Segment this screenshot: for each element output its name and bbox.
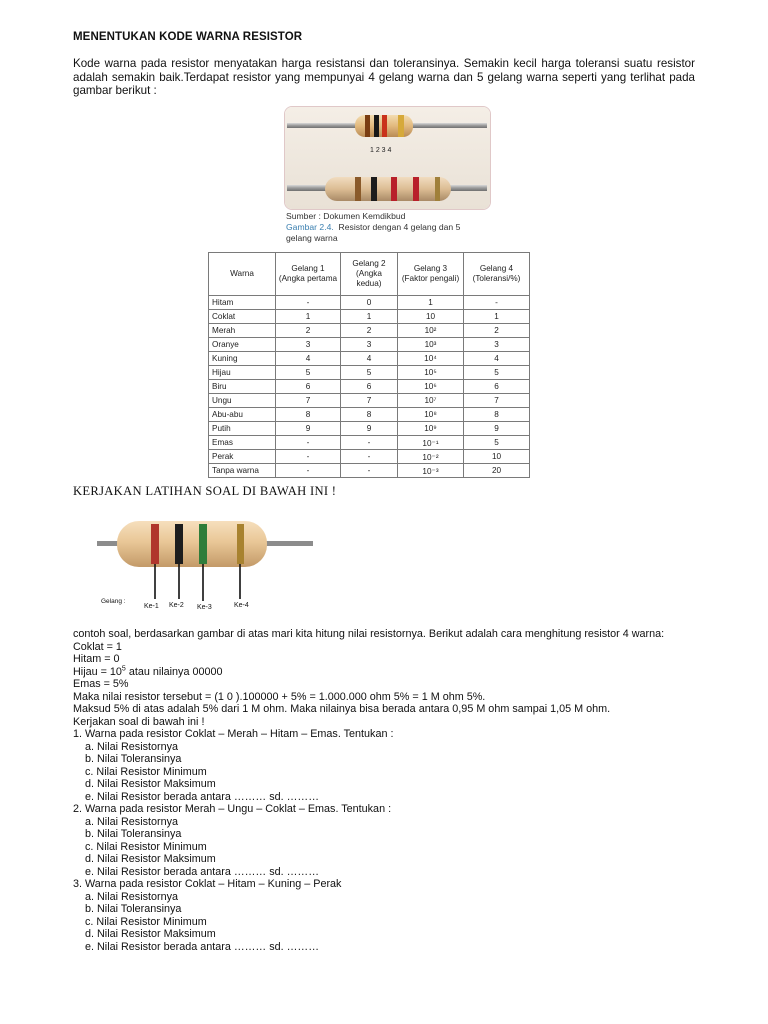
table-row bbox=[209, 380, 530, 394]
table-cell: - bbox=[276, 464, 341, 478]
question-subitem: e. Nilai Resistor berada antara ……… sd. ……… bbox=[85, 790, 320, 803]
color-name-cell: Putih bbox=[209, 422, 276, 436]
header-gelang-1: Gelang 1 (Angka pertama bbox=[276, 253, 341, 296]
example-line: Maksud 5% di atas adalah 5% dari 1 M ohm. Maka nilainya bisa berada antara 0,95 M ohm sampai 1,05 M ohm. bbox=[73, 703, 611, 715]
table-cell: 4 bbox=[341, 352, 398, 366]
header-gelang-4: Gelang 4 (Toleransi/%) bbox=[464, 253, 530, 296]
table-cell: 10⁸ bbox=[398, 408, 464, 422]
table-row bbox=[209, 310, 530, 324]
table-cell: 6 bbox=[464, 380, 530, 394]
table-cell: 5 bbox=[276, 366, 341, 380]
figure-source: Sumber : Dokumen Kemdikbud bbox=[286, 211, 406, 221]
table-cell: - bbox=[341, 436, 398, 450]
table-cell: 10 bbox=[398, 310, 464, 324]
question-subitem: d. Nilai Resistor Maksimum bbox=[85, 853, 216, 865]
question-subitem: b. Nilai Toleransinya bbox=[85, 903, 182, 915]
table-cell: 7 bbox=[464, 394, 530, 408]
table-cell: 3 bbox=[276, 338, 341, 352]
question-subitem: c. Nilai Resistor Minimum bbox=[85, 765, 207, 778]
table-cell: - bbox=[276, 436, 341, 450]
exponent: 5 bbox=[121, 664, 126, 672]
table-cell: 3 bbox=[464, 338, 530, 352]
table-cell: 2 bbox=[341, 324, 398, 338]
table-cell: - bbox=[276, 296, 341, 310]
table-cell: - bbox=[341, 464, 398, 478]
table-cell: 10⁶ bbox=[398, 380, 464, 394]
question-subitem: b. Nilai Toleransinya bbox=[85, 828, 182, 840]
header-warna: Warna bbox=[209, 253, 276, 296]
band-label-3: Ke-3 bbox=[197, 604, 212, 611]
table-cell: 10⁷ bbox=[398, 394, 464, 408]
color-name-cell: Kuning bbox=[209, 352, 276, 366]
table-cell: - bbox=[341, 450, 398, 464]
table-cell: 8 bbox=[341, 408, 398, 422]
table-row bbox=[209, 422, 530, 436]
table-cell: 6 bbox=[341, 380, 398, 394]
band-numbers: 1 2 3 4 bbox=[370, 147, 392, 154]
gelang-label: Gelang : bbox=[101, 598, 126, 605]
table-row bbox=[209, 436, 530, 450]
table-cell: 1 bbox=[464, 310, 530, 324]
question-subitem: a. Nilai Resistornya bbox=[85, 890, 179, 903]
table-cell: 1 bbox=[276, 310, 341, 324]
question-text: 3. Warna pada resistor Coklat – Hitam – Kuning – Perak bbox=[73, 878, 342, 890]
example-line bbox=[73, 666, 733, 679]
example-line: Emas = 5% bbox=[73, 678, 129, 690]
example-line-part: atau nilainya 00000 bbox=[125, 665, 223, 678]
band-label-2: Ke-2 bbox=[169, 602, 184, 609]
table-row bbox=[209, 324, 530, 338]
color-name-cell: Tanpa warna bbox=[209, 464, 276, 478]
table-cell: 9 bbox=[341, 422, 398, 436]
color-name-cell: Abu-abu bbox=[209, 408, 276, 422]
figure-caption bbox=[286, 211, 460, 243]
page-title: MENENTUKAN KODE WARNA RESISTOR bbox=[73, 31, 303, 43]
color-name-cell: Ungu bbox=[209, 394, 276, 408]
table-row bbox=[209, 296, 530, 310]
table-cell: 10³ bbox=[398, 338, 464, 352]
question-subitem: d. Nilai Resistor Maksimum bbox=[85, 778, 216, 790]
example-intro: contoh soal, berdasarkan gambar di atas mari kita hitung nilai resistornya. Berikut adalah cara menghitung resistor 4 warna: bbox=[73, 628, 665, 640]
table-cell: 10⁴ bbox=[398, 352, 464, 366]
table-row bbox=[209, 408, 530, 422]
table-cell: 3 bbox=[341, 338, 398, 352]
table-cell: 10² bbox=[398, 324, 464, 338]
table-cell: 10⁻¹ bbox=[398, 436, 464, 450]
color-name-cell: Biru bbox=[209, 380, 276, 394]
table-cell: 9 bbox=[276, 422, 341, 436]
resistor-band-diagram bbox=[95, 515, 315, 613]
question-subitem: c. Nilai Resistor Minimum bbox=[85, 915, 207, 928]
table-cell: 2 bbox=[276, 324, 341, 338]
table-cell: 1 bbox=[341, 310, 398, 324]
table-cell: 7 bbox=[341, 394, 398, 408]
table-cell: 8 bbox=[276, 408, 341, 422]
table-cell: 10⁹ bbox=[398, 422, 464, 436]
table-cell: 0 bbox=[341, 296, 398, 310]
header-gelang-3: Gelang 3 (Faktor pengali) bbox=[398, 253, 464, 296]
question-subitem: a. Nilai Resistornya bbox=[85, 740, 179, 753]
example-line-part: Hijau = 10 bbox=[73, 665, 122, 678]
table-cell: 20 bbox=[464, 464, 530, 478]
table-cell: 9 bbox=[464, 422, 530, 436]
question-text: 1. Warna pada resistor Coklat – Merah – Hitam – Emas. Tentukan : bbox=[73, 728, 394, 740]
table-cell: 10⁻³ bbox=[398, 464, 464, 478]
table-cell: 4 bbox=[276, 352, 341, 366]
example-and-questions bbox=[73, 628, 733, 953]
color-name-cell: Merah bbox=[209, 324, 276, 338]
question-subitem: e. Nilai Resistor berada antara ……… sd. ……… bbox=[85, 865, 320, 878]
table-cell: 4 bbox=[464, 352, 530, 366]
figure-caption-text: Resistor dengan 4 gelang dan 5 bbox=[338, 221, 461, 232]
color-name-cell: Emas bbox=[209, 436, 276, 450]
table-row bbox=[209, 366, 530, 380]
band-label-4: Ke-4 bbox=[234, 602, 249, 609]
question-text: 2. Warna pada resistor Merah – Ungu – Coklat – Emas. Tentukan : bbox=[73, 803, 392, 815]
figure-label: Gambar 2.4. bbox=[286, 221, 334, 232]
table-cell: 1 bbox=[398, 296, 464, 310]
table-row bbox=[209, 464, 530, 478]
table-row bbox=[209, 450, 530, 464]
table-row bbox=[209, 352, 530, 366]
table-cell: 2 bbox=[464, 324, 530, 338]
band-label-1: Ke-1 bbox=[144, 603, 159, 610]
table-cell: - bbox=[276, 450, 341, 464]
figure-caption-text-2: gelang warna bbox=[286, 232, 338, 243]
example-line: Coklat = 1 bbox=[73, 640, 122, 653]
table-cell: 6 bbox=[276, 380, 341, 394]
question-subitem: d. Nilai Resistor Maksimum bbox=[85, 928, 216, 940]
table-row bbox=[209, 394, 530, 408]
table-cell: 5 bbox=[464, 436, 530, 450]
header-gelang-2: Gelang 2 (Angka kedua) bbox=[341, 253, 398, 296]
exercise-heading: KERJAKAN LATIHAN SOAL DI BAWAH INI ! bbox=[73, 484, 337, 498]
table-row bbox=[209, 338, 530, 352]
table-cell: 10⁵ bbox=[398, 366, 464, 380]
example-line: Hitam = 0 bbox=[73, 653, 120, 665]
color-code-table bbox=[208, 252, 530, 478]
color-name-cell: Coklat bbox=[209, 310, 276, 324]
question-subitem: c. Nilai Resistor Minimum bbox=[85, 840, 207, 853]
example-line: Maka nilai resistor tersebut = (1 0 ).100000 + 5% = 1.000.000 ohm 5% = 1 M ohm 5%. bbox=[73, 690, 486, 703]
example-line: Kerjakan soal di bawah ini ! bbox=[73, 715, 205, 728]
color-name-cell: Hijau bbox=[209, 366, 276, 380]
question-subitem: b. Nilai Toleransinya bbox=[85, 753, 182, 765]
color-name-cell: Oranye bbox=[209, 338, 276, 352]
table-cell: 10 bbox=[464, 450, 530, 464]
question-subitem: a. Nilai Resistornya bbox=[85, 815, 179, 828]
table-cell: 8 bbox=[464, 408, 530, 422]
table-cell: 10⁻² bbox=[398, 450, 464, 464]
table-cell: 7 bbox=[276, 394, 341, 408]
table-cell: 5 bbox=[464, 366, 530, 380]
question-subitem: e. Nilai Resistor berada antara ……… sd. ……… bbox=[85, 940, 320, 953]
color-name-cell: Hitam bbox=[209, 296, 276, 310]
table-cell: - bbox=[464, 296, 530, 310]
table-cell: 5 bbox=[341, 366, 398, 380]
question-list bbox=[73, 728, 733, 953]
color-name-cell: Perak bbox=[209, 450, 276, 464]
intro-paragraph: Kode warna pada resistor menyatakan harga resistansi dan toleransinya. Semakin kecil harga toleransi suatu resistor adalah semakin baik.Terdapat resistor yang mempunyai 4 gelang warna dan 5 gelang warna seperti yang terlihat pada gambar berikut : bbox=[73, 57, 695, 97]
resistor-photo bbox=[284, 106, 491, 210]
